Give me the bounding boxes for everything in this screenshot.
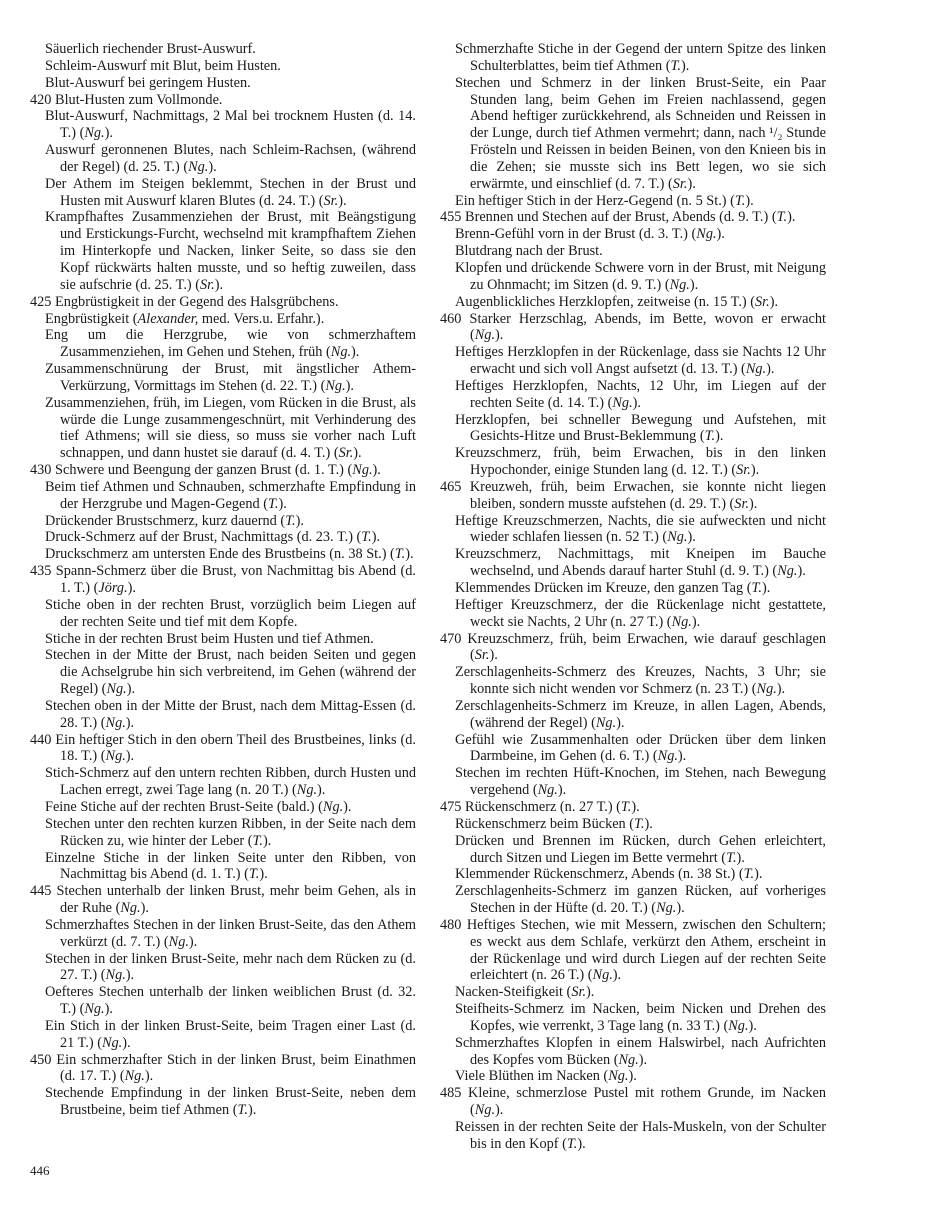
symptom-entry [30,327,416,361]
entry-text: Blut-Husten zum Vollmonde. [55,91,223,108]
symptom-entry [440,732,826,766]
entry-number: 470 [440,630,468,647]
symptom-entry [440,1035,826,1069]
entry-text: Stechen in der linken Brust-Seite, mehr nach dem Rücken zu (d. 27. T.) (Ng.). [45,950,416,984]
entry-text: Rückenschmerz beim Bücken (T.). [455,815,653,832]
entry-text: Druckschmerz am untersten Ende des Brustbeins (n. 38 St.) (T.). [45,546,414,563]
symptom-entry [30,631,416,648]
entry-text: Stechende Empfindung in der linken Brust-Seite, neben dem Brustbeine, beim tief Athmen (T.). [45,1085,416,1119]
symptom-entry [440,597,826,631]
entry-text: Schleim-Auswurf mit Blut, beim Husten. [45,57,281,74]
entry-text: Zerschlagenheits-Schmerz des Kreuzes, Nachts, 3 Uhr; sie konnte sich nicht wenden vor Schmerz (n. 23 T.) (Ng.). [455,664,826,698]
entry-text: Zerschlagenheits-Schmerz im ganzen Rücken, auf vorheriges Stechen in der Hüfte (d. 20. T.) (Ng.). [455,883,826,917]
entry-text: Schwere und Beengung der ganzen Brust (d. 1. T.) (Ng.). [55,462,381,479]
entry-number: 420 [30,91,56,108]
symptom-entry [440,344,826,378]
entry-text: Druck-Schmerz auf der Brust, Nachmittags (d. 23. T.) (T.). [45,529,381,546]
symptom-entry [440,765,826,799]
symptom-entry [440,1068,826,1085]
entry-text: Feine Stiche auf der rechten Brust-Seite (bald.) (Ng.). [45,798,352,815]
entry-text: Klemmender Rückenschmerz, Abends (n. 38 St.) (T.). [455,866,763,883]
symptom-entry [30,479,416,513]
entry-number: 475 [440,798,466,815]
entry-number: 455 [440,209,466,226]
symptom-entry [30,917,416,951]
entry-text: Viele Blüthen im Nacken (Ng.). [455,1068,637,1085]
numbered-entry [30,294,416,311]
numbered-entry [30,732,416,766]
symptom-entry [30,951,416,985]
entry-text: Schmerzhafte Stiche in der Gegend der untern Spitze des linken Schulterblattes, beim tief Athmen (T.). [455,41,826,74]
symptom-entry [440,984,826,1001]
numbered-entry [30,1052,416,1086]
entry-text: Reissen in der rechten Seite der Hals-Muskeln, von der Schulter bis in den Kopf (T.). [455,1119,826,1152]
entry-text: Kreuzschmerz, früh, beim Erwachen, wie darauf geschlagen (Sr.). [467,630,826,664]
symptom-entry [440,580,826,597]
symptom-entry [440,75,826,193]
symptom-entry [30,647,416,698]
symptom-entry [440,445,826,479]
entry-text: Einzelne Stiche in der linken Seite unter den Ribben, von Nachmittag bis Abend (d. 1. T.) (T.). [45,849,416,883]
entry-number: 480 [440,916,467,933]
numbered-entry [30,462,416,479]
entry-text: Klopfen und drückende Schwere vorn in der Brust, mit Neigung zu Ohnmacht; im Sitzen (d. 9. T.) (Ng.). [455,259,826,293]
entry-number: 445 [30,883,57,900]
entry-text: Blut-Auswurf, Nachmittags, 2 Mal bei trocknem Husten (d. 14. T.) (Ng.). [45,108,416,142]
entry-text: Krampfhaftes Zusammenziehen der Brust, mit Beängstigung und Erstickungs-Furcht, wechselnd mit krampfhaftem Ziehen im Hinterkopfe und Nacken, linker Seite, so dass sie den Kopf rückwärts halten musste, und so heftig zuweilen, dass sie aufschrie (d. 25. T.) (Sr.). [45,209,416,293]
symptom-entry [30,176,416,210]
symptom-entry [30,108,416,142]
symptom-entry [440,1119,826,1153]
entry-text: Eng um die Herzgrube, wie von schmerzhaftem Zusammenziehen, im Gehen und Stehen, früh (Ng.). [45,327,416,361]
entry-text: Engbrüstigkeit in der Gegend des Halsgrübchens. [55,293,339,310]
symptom-entry [30,816,416,850]
numbered-entry [440,1085,826,1119]
entry-text: Nacken-Steifigkeit (Sr.). [455,984,595,1001]
numbered-entry [30,883,416,917]
entry-number: 465 [440,478,470,495]
symptom-entry [30,209,416,293]
symptom-entry [440,816,826,833]
page-number: 446 [30,1163,50,1178]
entry-text: Starker Herzschlag, Abends, im Bette, wovon er erwacht (Ng.). [469,310,826,344]
symptom-entry [30,1085,416,1119]
entry-text: Blut-Auswurf bei geringem Husten. [45,74,251,91]
entry-text: Kreuzweh, früh, beim Erwachen, sie konnte nicht liegen bleiben, sondern musste aufstehen (d. 29. T.) (Sr.). [469,478,826,512]
numbered-entry [440,917,826,984]
symptom-entry [440,243,826,260]
symptom-entry [30,546,416,563]
symptom-entry [30,1018,416,1052]
entry-text: Brennen und Stechen auf der Brust, Abends (d. 9. T.) (T.). [465,209,796,226]
entry-number: 450 [30,1051,57,1068]
numbered-entry [440,799,826,816]
symptom-entry [30,311,416,328]
entry-text: Brenn-Gefühl vorn in der Brust (d. 3. T.) (Ng.). [455,226,725,243]
symptom-entry [440,260,826,294]
symptom-entry [440,546,826,580]
entry-text: Herzklopfen, bei schneller Bewegung und Aufstehen, mit Gesichts-Hitze und Brust-Beklemmung (T.). [455,411,826,445]
entry-text: Oefteres Stechen unterhalb der linken weiblichen Brust (d. 32. T.) (Ng.). [45,984,416,1018]
entry-text: Heftiger Kreuzschmerz, der die Rückenlage nicht gestattete, weckt sie Nachts, 2 Uhr (n. 27 T.) (Ng.). [455,596,826,630]
entry-text: Zusammenziehen, früh, im Liegen, vom Rücken in die Brust, als würde die Lunge zusammengeschnürt, mit Verhinderung des tief Athmens; will sie diess, so muss sie vorher nach Luft schnappen, und dann hustet sie darauf (d. 4. T.) (Sr.). [45,394,416,462]
symptom-entry [30,698,416,732]
numbered-entry [440,631,826,665]
symptom-entry [30,799,416,816]
symptom-entry [440,698,826,732]
entry-text: Ein Stich in der linken Brust-Seite, beim Tragen einer Last (d. 21 T.) (Ng.). [45,1017,416,1051]
entry-text: Klemmendes Drücken im Kreuze, den ganzen Tag (T.). [455,580,771,596]
entry-text: Kreuzschmerz, früh, beim Erwachen, bis in den linken Hypochonder, einige Stunden lang (d. 12. T.) (Sr.). [455,445,826,479]
numbered-entry [440,209,826,226]
entry-text: Stechen im rechten Hüft-Knochen, im Stehen, nach Bewegung vergehend (Ng.). [455,765,826,799]
entry-text: Der Athem im Steigen beklemmt, Stechen in der Brust und Husten mit Auswurf klaren Blutes (d. 24. T.) (Sr.). [45,175,416,209]
entry-text: Heftiges Herzklopfen, Nachts, 12 Uhr, im Liegen auf der rechten Seite (d. 14. T.) (Ng.). [455,377,826,411]
numbered-entry [30,92,416,109]
symptom-entry [440,664,826,698]
symptom-entry [30,529,416,546]
symptom-entry [30,597,416,631]
entry-text: Stiche oben in der rechten Brust, vorzüglich beim Liegen auf der rechten Seite und tief mit dem Kopfe. [45,596,416,630]
entry-text: Stechen in der Mitte der Brust, nach beiden Seiten und gegen die Achselgrube hin sich verbreitend, im Gehen (während der Regel) (Ng.). [45,647,416,698]
entry-text: Kreuzschmerz, Nachmittags, mit Kneipen im Bauche wechselnd, und Abends darauf harter Stuhl (d. 9. T.) (Ng.). [455,546,826,580]
entry-text: Gefühl wie Zusammenhalten oder Drücken über dem linken Darmbeine, im Gehen (d. 6. T.) (Ng.). [455,731,826,765]
entry-text: Kleine, schmerzlose Pustel mit rothem Grunde, im Nacken (Ng.). [468,1085,826,1119]
entry-text: Säuerlich riechender Brust-Auswurf. [45,41,256,57]
entry-text: Steifheits-Schmerz im Nacken, beim Nicken und Drehen des Kopfes, wie verrenkt, 3 Tage lang (n. 33 T.) (Ng.). [455,1001,826,1034]
symptom-entry [440,294,826,311]
numbered-entry [440,479,826,513]
entry-text: Stechen unter den rechten kurzen Ribben, in der Seite nach dem Rücken zu, wie hinter der Leber (T.). [45,815,416,849]
symptom-entry [30,142,416,176]
entry-text: Beim tief Athmen und Schnauben, schmerzhafte Empfindung in der Herzgrube und Magen-Gegend (T.). [45,478,416,512]
entry-text: Ein schmerzhafter Stich in der linken Brust, beim Einathmen (d. 17. T.) (Ng.). [56,1051,416,1085]
entry-text: Blutdrang nach der Brust. [455,243,603,260]
entry-number: 440 [30,731,56,748]
entry-text: Augenblickliches Herzklopfen, zeitweise (n. 15 T.) (Sr.). [455,293,779,310]
entry-text: Drückender Brustschmerz, kurz dauernd (T.). [45,512,304,529]
symptom-entry [440,412,826,446]
symptom-entry [440,513,826,547]
numbered-entry [440,311,826,345]
symptom-entry [440,226,826,243]
entry-number: 460 [440,310,470,327]
symptom-entry [30,984,416,1018]
entry-text: Schmerzhaftes Klopfen in einem Halswirbel, nach Aufrichten des Kopfes vom Bücken (Ng.). [455,1034,826,1068]
symptom-entry [30,850,416,884]
entry-text: Rückenschmerz (n. 27 T.) (T.). [465,798,640,815]
entry-text: Zusammenschnürung der Brust, mit ängstlicher Athem-Verkürzung, Vormittags im Stehen (d. 22. T.) (Ng.). [45,361,416,394]
entry-text: Auswurf geronnenen Blutes, nach Schleim-Rachsen, (während der Regel) (d. 25. T.) (Ng.). [45,142,416,175]
symptom-entry [30,513,416,530]
entry-number: 485 [440,1085,469,1102]
left-column [30,41,416,1119]
symptom-entry [30,765,416,799]
symptom-entry [440,883,826,917]
symptom-entry [440,1001,826,1035]
symptom-entry [30,75,416,92]
symptom-entry [30,361,416,395]
entry-number: 430 [30,462,56,479]
entry-number: 425 [30,293,56,310]
entry-text: Spann-Schmerz über die Brust, von Nachmittag bis Abend (d. 1. T.) (Jörg.). [55,563,416,596]
entry-text: Heftiges Stechen, wie mit Messern, zwischen den Schultern; es weckt aus dem Schlafe, verkürzt den Athem, erscheint in der Rückenlage und wird durch Liegen auf der rechten Seite erleichtert (n. 26 T.) (Ng.). [466,916,827,984]
entry-text: Zerschlagenheits-Schmerz im Kreuze, in allen Lagen, Abends, (während der Regel) (Ng.). [455,697,826,731]
symptom-entry [30,41,416,58]
symptom-entry [30,395,416,462]
entry-text: Stiche in der rechten Brust beim Husten und tief Athmen. [45,630,374,647]
symptom-entry [30,58,416,75]
entry-text: Ein heftiger Stich in der Herz-Gegend (n. 5 St.) (T.). [455,192,754,209]
entry-text: Stechen oben in der Mitte der Brust, nach dem Mittag-Essen (d. 28. T.) (Ng.). [45,697,416,731]
symptom-entry [440,378,826,412]
symptom-entry [440,193,826,210]
entry-text: Drücken und Brennen im Rücken, durch Gehen erleichtert, durch Sitzen und Liegen im Bette vermehrt (T.). [455,832,826,866]
entry-text: Heftige Kreuzschmerzen, Nachts, die sie aufweckten und nicht wieder schlafen liessen (n. 52 T.) (Ng.). [455,512,826,546]
entry-text: Ein heftiger Stich in den obern Theil des Brustbeines, links (d. 18. T.) (Ng.). [55,731,416,765]
entry-text: Engbrüstigkeit (Alexander, med. Vers.u. Erfahr.). [45,310,325,327]
symptom-entry [440,41,826,75]
entry-text: Stich-Schmerz auf den untern rechten Ribben, durch Husten und Lachen erregt, zwei Tage lang (n. 20 T.) (Ng.). [45,765,416,799]
entry-text: Stechen unterhalb der linken Brust, mehr beim Gehen, als in der Ruhe (Ng.). [56,883,416,917]
symptom-entry [440,866,826,883]
entry-text: Schmerzhaftes Stechen in der linken Brust-Seite, das den Athem verkürzt (d. 7. T.) (Ng.). [45,916,416,950]
entry-number: 435 [30,563,56,580]
symptom-entry [440,833,826,867]
right-column [440,41,826,1153]
numbered-entry [30,563,416,597]
entry-text: Heftiges Herzklopfen in der Rückenlage, dass sie Nachts 12 Uhr erwacht und sich voll Angst aufsetzt (d. 13. T.) (Ng.). [455,344,826,378]
entry-text: Stechen und Schmerz in der linken Brust-Seite, ein Paar Stunden lang, beim Gehen im Freien nachlassend, gegen Abend heftiger zurückkehrend, als Schneiden und Reissen in der Lunge, durch tief Athmen vermehrt; dann, nach ¹/₂ Stunde Frösteln und Reissen in beiden Beinen, von den Knieen bis in die Zehen; sie musste sich ins Bett legen, wo sie sich erwärmte, und einschlief (d. 7. T.) (Sr.). [455,74,826,192]
